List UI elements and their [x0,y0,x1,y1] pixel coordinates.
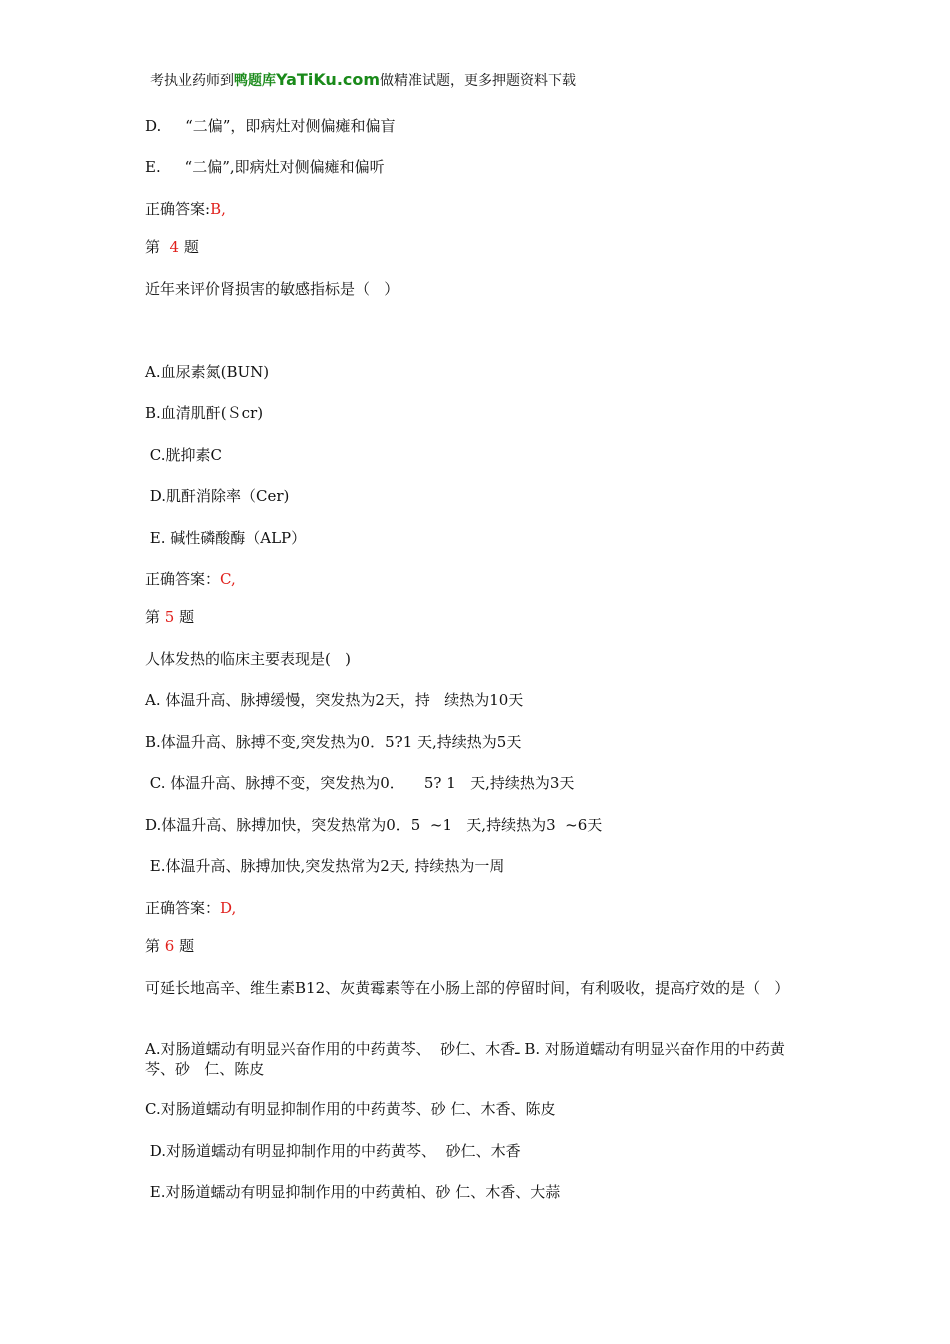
q5-option-b: B.体温升高、脉搏不变,突发热为0．5?1 天,持续热为5天 [145,733,522,751]
answer-label: 正确答案： [145,570,221,588]
q4-answer [145,569,805,589]
q4-option-b: B.血清肌酐(Ｓcr) [145,404,264,422]
q6-option-e: E.对肠道蠕动有明显抑制作用的中药黄柏、砂 仁、木香、大蒜 [145,1183,561,1201]
header-suffix: 做精准试题，更多押题资料下载 [380,73,577,89]
question-number-suffix: 题 [174,937,195,955]
header-prefix: 考执业药师到 [150,73,234,89]
question-number-prefix: 第 [145,608,165,626]
answer-value: B, [210,200,226,218]
brand-name-en: YaTiKu.com [276,70,381,89]
answer-value: C, [220,570,236,588]
answer-label: 正确答案: [145,200,211,218]
q3-answer [145,199,805,219]
brand-name-cn: 鸭题库 [234,73,276,89]
page-header [150,70,576,90]
answer-label: 正确答案： [145,899,221,917]
q6-option-d: D.对肠道蠕动有明显抑制作用的中药黄芩、 砂仁、木香 [145,1142,521,1160]
question-number: 4 [169,238,180,256]
question-number-prefix: 第 [145,238,170,256]
q3-option-d: D. “二偏”，即病灶对侧偏瘫和偏盲 [145,117,396,135]
q5-option-a: A. 体温升高、脉搏缓慢，突发热为2天，持 续热为10天 [145,691,524,709]
question-number-suffix: 题 [174,608,195,626]
q6-question: 可延长地高辛、维生素B12、灰黄霉素等在小肠上部的停留时间，有利吸收，提高疗效的是（ ） [145,979,790,997]
q4-option-a: A.血尿素氮(BUN) [145,363,270,381]
question-number-suffix: 题 [179,238,199,256]
q5-option-d: D.体温升高、脉搏加快，突发热常为0．5 ~1 天,持续热为3 ~6天 [145,816,603,834]
q4-option-c: C.胱抑素C [145,446,222,464]
question-number: 6 [164,937,175,955]
question-number: 5 [164,608,175,626]
q4-option-e: E. 碱性磷酸酶（ALP） [145,529,307,547]
q5-question: 人体发热的临床主要表现是( ) [145,650,352,668]
q4-number [145,237,805,257]
answer-value: D, [220,899,237,917]
q6-option-c: C.对肠道蠕动有明显抑制作用的中药黄芩、砂 仁、木香、陈皮 [145,1100,556,1118]
q3-option-e: E. “二偏”,即病灶对侧偏瘫和偏听 [145,158,385,176]
q5-number [145,607,805,627]
q6-number [145,936,805,956]
q5-option-c: C. 体温升高、脉搏不变，突发热为0． 5? 1 天,持续热为3天 [145,774,575,792]
q6-option-ab: A.对肠道蠕动有明显兴奋作用的中药黄芩、 砂仁、木香ـ B. 对肠道蠕动有明显兴奋作用的中药黄芩、砂 仁、陈皮 [145,1040,785,1078]
question-number-prefix: 第 [145,937,165,955]
q4-option-d: D.肌酐消除率（Cer) [145,487,290,505]
q5-option-e: E.体温升高、脉搏加快,突发热常为2天, 持续热为一周 [145,857,505,875]
q5-answer [145,898,805,918]
q4-question: 近年来评价肾损害的敏感指标是（ ） [145,280,400,298]
